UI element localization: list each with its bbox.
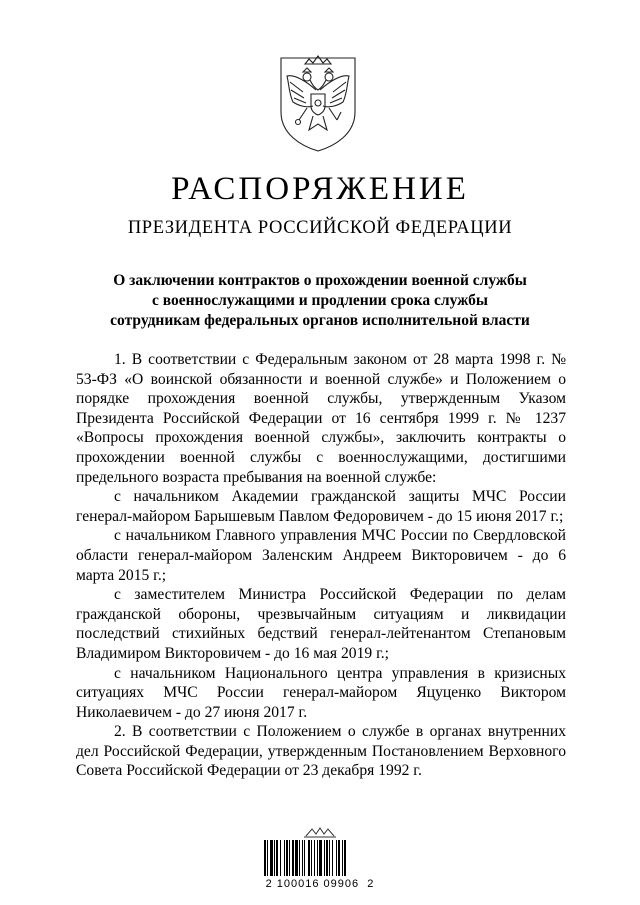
barcode-image [262,840,378,880]
print-mark-icon [302,826,338,838]
body-paragraph: с заместителем Министра Российской Федерации по делам гражданской обороны, чрезвычайным ситуациям и ликвидации последствий стихийных бедствий генерал-лейтенантом Степановым Владимиром Викторовичем - до 16 мая 2019 г.; [76,586,566,662]
document-title-line: с военнослужащими и продлении срока службы [151,292,489,309]
document-title-line: О заключении контрактов о прохождении военной службы [113,272,527,289]
body-paragraph: 2. В соответствии с Положением о службе в органах внутренних дел Российской Федерации, утвержденным Постановлением Верховного Совета Российской Федерации от 23 декабря 1992 г. [76,723,566,780]
barcode-bar [344,840,346,876]
barcode-bar [274,840,275,876]
document-type-heading: РАСПОРЯЖЕНИЕ [171,171,469,207]
document-title-line: сотрудникам федеральных органов исполнительной власти [110,312,530,329]
document-issuer-heading: ПРЕЗИДЕНТА РОССИЙСКОЙ ФЕДЕРАЦИИ [127,218,513,238]
barcode-number: 2 100016 09906 2 [265,878,375,890]
barcode-bar [264,840,266,876]
barcode-bar [311,840,312,876]
barcode-bar [267,840,268,876]
body-paragraph: с начальником Главного управления МЧС России по Свердловской области генерал-майором Заленским Андреем Викторовичем - до 6 марта 2015 г.; [76,527,566,584]
barcode-bar [289,840,290,876]
barcode-bar [324,840,325,876]
barcode-bar [314,840,315,876]
barcode-bar [299,840,300,876]
barcode-bar [317,840,318,876]
body-paragraph: с начальником Академии гражданской защиты МЧС России генерал-майором Барышевым Павлом Федоровичем - до 15 июня 2017 г.; [76,488,566,525]
barcode-bar [338,840,340,876]
barcode-bar [270,840,273,876]
barcode-bar [329,840,330,876]
barcode-bar [292,840,294,876]
barcode-bar [284,840,285,876]
barcode-bar [286,840,288,876]
barcode-bar [308,840,310,876]
barcode-bar [276,840,278,876]
barcode-bar [326,840,328,876]
barcode-bar [319,840,322,876]
barcode-bar [336,840,337,876]
body-paragraph: 1. В соответствии с Федеральным законом от 28 марта 1998 г. № 53-ФЗ «О воинской обязанности и военной службе» и Положением о порядке прохождения военной службы, утвержденным Указом Президента Российской Федерации от 16 сентября 1999 г. № 1237 «Вопросы прохождения военной службы», заключить контракты о прохождении военной службы с военнослужащими, достигшими предельного возраста пребывания на военной службе: [76,351,566,486]
barcode-bar [295,840,298,876]
document-body [76,350,566,781]
barcode-bar [302,840,303,876]
document-title [60,271,580,331]
barcode-bar [280,840,281,876]
body-paragraph: с начальником Национального центра управления в кризисных ситуациях МЧС России генерал-майором Яцуценко Виктором Николаевичем - до 27 июня 2017 г. [76,664,566,721]
coat-of-arms-emblem [273,50,363,153]
barcode-bar [304,840,305,876]
barcode-bar [342,840,343,876]
barcode-bar [332,840,333,876]
